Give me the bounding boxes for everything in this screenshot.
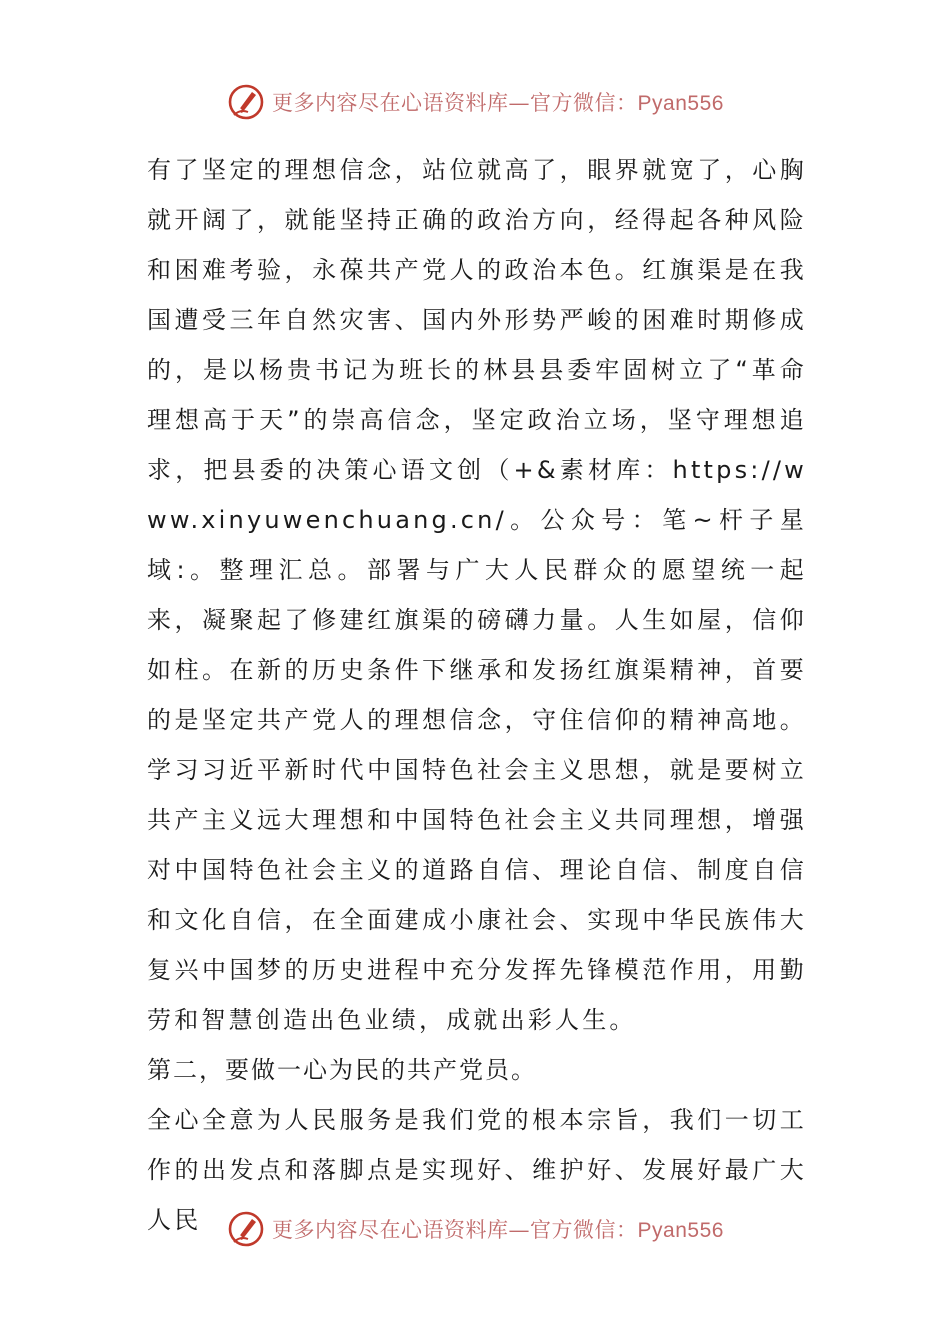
pen-nib-circle-icon bbox=[226, 82, 266, 122]
watermark-text: 更多内容尽在心语资料库—官方微信：Pyan556 bbox=[272, 1218, 724, 1242]
pen-nib-circle-icon bbox=[226, 1209, 266, 1249]
wechat-handle: Pyan556 bbox=[637, 92, 724, 115]
paragraph: 有了坚定的理想信念，站位就高了，眼界就宽了，心胸就开阔了，就能坚持正确的政治方向，经得起各种风险和困难考验，永葆共产党人的政治本色。红旗渠是在我国遭受三年自然灾害、国内外形势严峻的困难时期修成的，是以杨贵书记为班长的林县县委牢固树立了“革命理想高于天”的崇高信念，坚定政治立场，坚守理想追求，把县委的决策心语文创（+&素材库：https://www.xinyuwenchuang.cn/。公众号：笔~杆子星域:。整理汇总。部署与广大人民群众的愿望统一起来，凝聚起了修建红旗渠的磅礴力量。人生如屋，信仰如柱。在新的历史条件下继承和发扬红旗渠精神，首要的是坚定共产党人的理想信念，守住信仰的精神高地。学习习近平新时代中国特色社会主义思想，就是要树立共产主义远大理想和中国特色社会主义共同理想，增强对中国特色社会主义的道路自信、理论自信、制度自信和文化自信，在全面建成小康社会、实现中华民族伟大复兴中国梦的历史进程中充分发挥先锋模范作用，用勤劳和智慧创造出色业绩，成就出彩人生。 bbox=[147, 156, 808, 1034]
document-body bbox=[147, 145, 807, 1245]
footer-watermark bbox=[0, 1207, 950, 1251]
wechat-handle: Pyan556 bbox=[637, 1219, 724, 1242]
paragraph: 全心全意为人民服务是我们党的根本宗旨，我们一切工作的出发点和落脚点是实现好、维护好、发展好最广大人民 bbox=[147, 1106, 807, 1234]
section-heading: 第二，要做一心为民的共产党员。 bbox=[147, 1056, 537, 1084]
header-watermark bbox=[0, 80, 950, 124]
watermark-text: 更多内容尽在心语资料库—官方微信：Pyan556 bbox=[272, 91, 724, 115]
